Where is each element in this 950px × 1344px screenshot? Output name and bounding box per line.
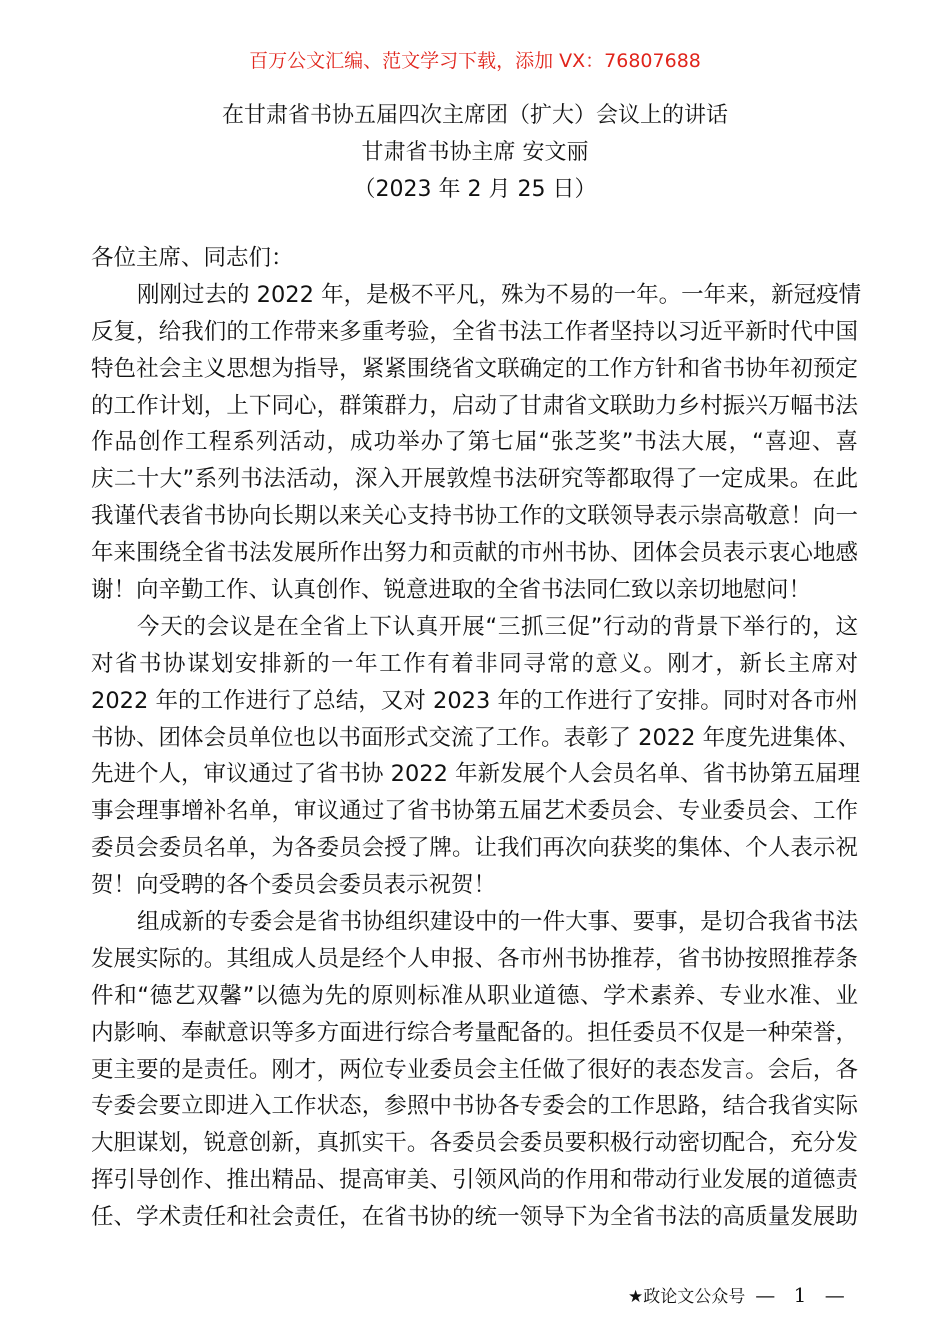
paragraph-line: 书协、团体会员单位也以书面形式交流了工作。表彰了 2022 年度先进集体、 — [91, 724, 861, 751]
paragraph-line: 谢！向辛勤工作、认真创作、锐意进取的全省书法同仁致以亲切地慰问！ — [91, 577, 812, 604]
paragraph-line: 大胆谋划，锐意创新，真抓实干。各委员会委员要积极行动密切配合，充分发 — [91, 1130, 858, 1157]
paragraph-line: 刚刚过去的 2022 年，是极不平凡，殊为不易的一年。一年来，新冠疫情 — [137, 281, 862, 308]
paragraph-line: 事会理事增补名单，审议通过了省书协第五届艺术委员会、专业委员会、工作 — [91, 798, 858, 825]
footer-source: ★政论文公众号 — [628, 1287, 746, 1307]
paragraph-line: 委员会委员名单，为各委员会授了牌。让我们再次向获奖的集体、个人表示祝 — [91, 835, 858, 862]
document-title: 在甘肃省书协五届四次主席团（扩大）会议上的讲话 — [221, 103, 728, 128]
page-footer — [628, 1282, 851, 1307]
paragraph-line: 反复，给我们的工作带来多重考验，全省书法工作者坚持以习近平新时代中国 — [91, 318, 858, 345]
document-body — [91, 240, 862, 1236]
paragraph-line: 更主要的是责任。刚才，两位专业委员会主任做了很好的表态发言。会后，各 — [91, 1056, 858, 1083]
paragraph-line: 专委会要立即进入工作状态，参照中书协各专委会的工作思路，结合我省实际 — [91, 1093, 858, 1120]
salutation: 各位主席、同志们： — [91, 245, 294, 271]
paragraph-line: 对省书协谋划安排新的一年工作有着非同寻常的意义。刚才，新长主席对 — [91, 650, 858, 677]
paragraph-line: 庆二十大”系列书法活动，深入开展敦煌书法研究等都取得了一定成果。在此 — [91, 466, 858, 493]
paragraph-line: 2022 年的工作进行了总结，又对 2023 年的工作进行了安排。同时对各市州 — [91, 687, 858, 714]
paragraph-line: 任、学术责任和社会责任，在省书协的统一领导下为全省书法的高质量发展助 — [91, 1204, 858, 1231]
paragraph-line: 作品创作工程系列活动，成功举办了第七届“张芝奖”书法大展，“喜迎、喜 — [91, 429, 858, 456]
promo-banner: 百万公文汇编、范文学习下载，添加 VX：76807688 — [249, 50, 701, 72]
paragraph-line: 今天的会议是在全省上下认真开展“三抓三促”行动的背景下举行的，这 — [137, 613, 858, 640]
paragraph-line: 件和“德艺双馨”以德为先的原则标准从职业道德、学术素养、专业水准、业 — [91, 982, 858, 1009]
paragraph-line: 发展实际的。其组成人员是经个人申报、各市州书协推荐，省书协按照推荐条 — [91, 945, 858, 972]
paragraph-line: 贺！向受聘的各个委员会委员表示祝贺！ — [91, 872, 497, 899]
paragraph-line: 的工作计划，上下同心，群策群力，启动了甘肃省文联助力乡村振兴万幅书法 — [91, 392, 858, 419]
paragraph-line: 我谨代表省书协向长期以来关心支持书协工作的文联领导表示崇高敬意！向一 — [91, 503, 858, 530]
paragraph-line: 组成新的专委会是省书协组织建设中的一件大事、要事，是切合我省书法 — [137, 909, 858, 936]
paragraph-line: 内影响、奉献意识等多方面进行综合考量配备的。担任委员不仅是一种荣誉， — [91, 1019, 858, 1046]
paragraph — [91, 277, 862, 609]
paragraph-line: 先进个人，审议通过了省书协 2022 年新发展个人会员名单、省书协第五届理 — [91, 761, 861, 788]
paragraph-line: 年来围绕全省书法发展所作出努力和贡献的市州书协、团体会员表示衷心地感 — [91, 540, 858, 567]
document-date: （2023 年 2 月 25 日） — [353, 177, 597, 202]
paragraph — [91, 609, 861, 904]
document-author: 甘肃省书协主席 安文丽 — [361, 140, 589, 165]
paragraph — [91, 904, 858, 1236]
paragraph-line: 特色社会主义思想为指导，紧紧围绕省文联确定的工作方针和省书协年初预定 — [91, 355, 858, 382]
page-number: — 1 — — [755, 1282, 851, 1307]
paragraph-line: 挥引导创作、推出精品、提高审美、引领风尚的作用和带动行业发展的道德责 — [91, 1167, 858, 1194]
